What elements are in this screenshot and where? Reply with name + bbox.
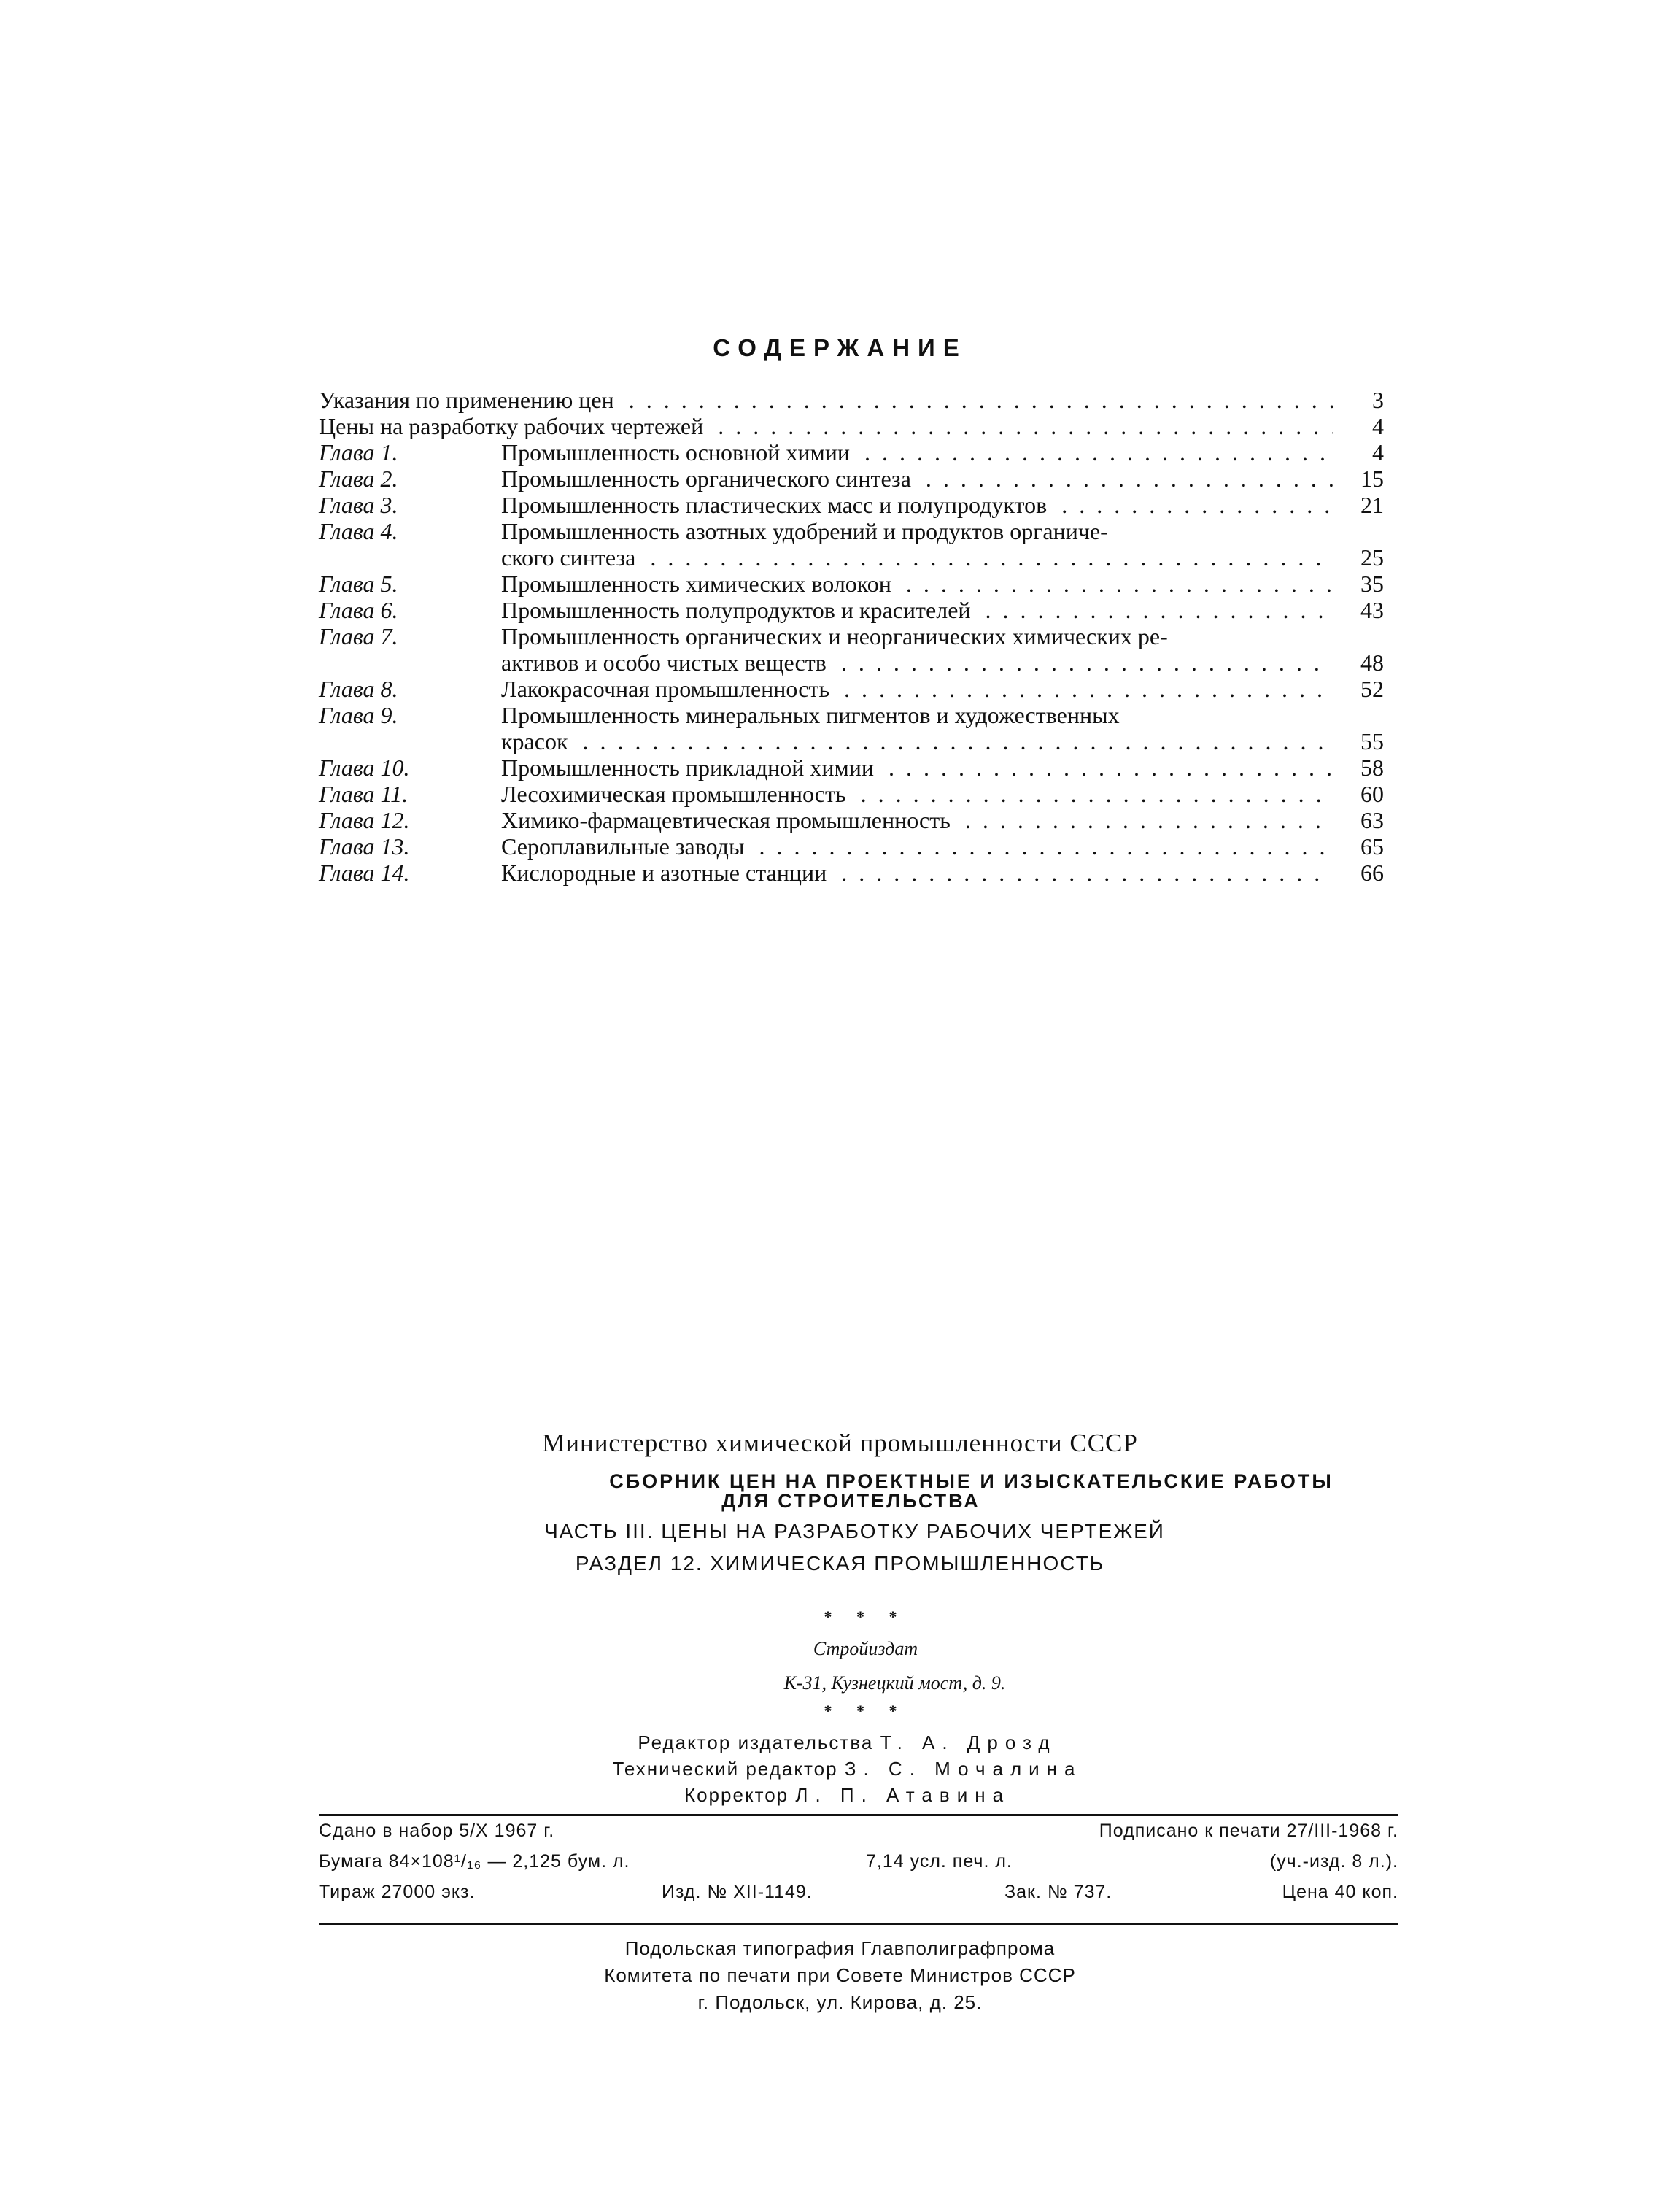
printed-sheets: 7,14 усл. печ. л. [866,1851,1013,1872]
toc-chapter-label: Глава 6. [319,597,398,623]
toc-chapter-label: Глава 13. [319,833,410,860]
toc-entry-page: 35 [1360,571,1384,597]
toc-entry-page: 58 [1360,754,1384,781]
toc-entry[interactable] [319,833,1384,860]
toc-chapter-label: Глава 10. [319,754,410,781]
toc-entry-text: Указания по применению цен [319,387,620,413]
toc-entry-text: красок [501,728,574,754]
collection-title-line1: СБОРНИК ЦЕН НА ПРОЕКТНЫЕ И ИЗЫСКАТЕЛЬСКИЕ РАБОТЫ [609,1470,1333,1492]
toc-entry-text: Промышленность минеральных пигментов и художественных [501,702,1126,728]
edition-sheets: (уч.-изд. 8 л.). [1269,1851,1398,1872]
corrector-credit [0,1784,1680,1807]
toc-entry-text: активов и особо чистых веществ [501,649,832,676]
toc-entry[interactable] [319,571,1384,597]
toc-entry[interactable] [319,754,1384,781]
print-info-row [319,1851,1398,1877]
editor-name: Т. А. Дрозд [880,1731,1057,1753]
printer-line: Комитета по печати при Совете Министров СССР [604,1964,1076,1986]
separator-stars: * * * [824,1702,907,1720]
toc-chapter-label: Глава 7. [319,623,398,649]
section-title: РАЗДЕЛ 12. ХИМИЧЕСКАЯ ПРОМЫШЛЕННОСТЬ [575,1552,1105,1575]
toc-entry[interactable] [319,807,1384,833]
editor-credit [0,1731,1680,1754]
toc-entry-page: 4 [1372,439,1384,466]
toc-entry[interactable] [319,492,1384,518]
toc-entry-text: Промышленность полупродуктов и красителей [501,597,977,623]
toc-title: СОДЕРЖАНИЕ [713,334,967,361]
toc-entry-text: Кислородные и азотные станции [501,860,832,886]
printer-line: г. Подольск, ул. Кирова, д. 25. [697,1991,983,2013]
toc-entry-text: Сероплавильные заводы [501,833,750,860]
price: Цена 40 коп. [1282,1882,1398,1902]
toc-entry-text: Промышленность прикладной химии [501,754,880,781]
printer-line: Подольская типография Главполиграфпрома [624,1937,1056,1959]
tech-editor-credit [0,1758,1680,1780]
toc-entry[interactable] [319,676,1384,702]
toc-entry-text: Промышленность органических и неорганических химических ре- [501,623,1174,649]
toc-chapter-label: Глава 8. [319,676,398,702]
corrector-name: Л. П. Атавина [795,1784,1011,1806]
corrector-role: Корректор [684,1784,789,1806]
signed-date: Подписано к печати 27/III-1968 г. [1099,1820,1398,1841]
toc-entry[interactable] [319,387,1384,413]
toc-entry-text: Лесохимическая промышленность [501,781,852,807]
toc-entry-page: 55 [1360,728,1384,754]
toc-entry[interactable] [319,466,1384,492]
print-info-row [319,1882,1398,1908]
toc-entry[interactable] [319,860,1384,886]
toc-entry-page: 4 [1372,413,1384,439]
tech-editor-role: Технический редактор [612,1758,838,1780]
toc-chapter-label: Глава 5. [319,571,398,597]
toc-entry-text: Цены на разработку рабочих чертежей [319,413,709,439]
editor-role: Редактор издательства [638,1731,874,1753]
toc-entry-page: 60 [1360,781,1384,807]
toc-entry-text: Промышленность основной химии [501,439,856,466]
separator-stars: * * * [824,1607,907,1626]
toc-entry-text: Промышленность азотных удобрений и продуктов органиче- [501,518,1114,544]
toc-chapter-label: Глава 2. [319,466,398,492]
toc-chapter-label: Глава 3. [319,492,398,518]
toc-entry[interactable] [319,702,1384,728]
print-run: Тираж 27000 экз. [319,1882,476,1902]
toc-chapter-label: Глава 1. [319,439,398,466]
toc-entry[interactable] [319,623,1384,649]
toc-entry-text: Химико-фармацевтическая промышленность [501,807,956,833]
toc-entry-text: Промышленность химических волокон [501,571,897,597]
toc-entry-text: Промышленность пластических масс и полупродуктов [501,492,1053,518]
toc-entry[interactable] [319,781,1384,807]
table-of-contents [319,387,1384,886]
publisher-address: К-31, Кузнецкий мост, д. 9. [783,1672,1006,1694]
print-info-row [319,1820,1398,1847]
toc-entry-text: Лакокрасочная промышленность [501,676,835,702]
toc-entry-page: 52 [1360,676,1384,702]
toc-entry-page: 63 [1360,807,1384,833]
toc-entry-continuation[interactable] [319,544,1384,571]
toc-entry[interactable] [319,597,1384,623]
divider-rule [319,1923,1398,1925]
toc-entry-page: 21 [1360,492,1384,518]
toc-entry-text: Промышленность органического синтеза [501,466,917,492]
toc-entry-continuation[interactable] [319,728,1384,754]
order-number: Зак. № 737. [1004,1882,1112,1902]
toc-entry-page: 65 [1360,833,1384,860]
divider-rule [319,1814,1398,1816]
toc-chapter-label: Глава 14. [319,860,410,886]
toc-entry-page: 43 [1360,597,1384,623]
toc-entry[interactable] [319,413,1384,439]
toc-entry-text: ского синтеза [501,544,641,571]
toc-entry-page: 25 [1360,544,1384,571]
toc-entry-continuation[interactable] [319,649,1384,676]
toc-entry[interactable] [319,439,1384,466]
publisher-name: Стройиздат [813,1638,918,1659]
toc-chapter-label: Глава 4. [319,518,398,544]
ministry-name: Министерство химической промышленности СССР [542,1429,1138,1457]
toc-entry-page: 3 [1372,387,1384,413]
publication-number: Изд. № XII-1149. [662,1882,813,1902]
toc-entry-page: 48 [1360,649,1384,676]
typeset-date: Сдано в набор 5/X 1967 г. [319,1820,555,1841]
paper-format: Бумага 84×108¹/₁₆ — 2,125 бум. л. [319,1851,630,1872]
toc-chapter-label: Глава 9. [319,702,398,728]
tech-editor-name: З. С. Мочалина [844,1758,1083,1780]
toc-entry[interactable] [319,518,1384,544]
toc-entry-page: 15 [1360,466,1384,492]
collection-title-line2: ДЛЯ СТРОИТЕЛЬСТВА [721,1490,980,1512]
toc-entry-page: 66 [1360,860,1384,886]
part-title: ЧАСТЬ III. ЦЕНЫ НА РАЗРАБОТКУ РАБОЧИХ ЧЕРТЕЖЕЙ [544,1520,1165,1542]
toc-chapter-label: Глава 11. [319,781,409,807]
toc-chapter-label: Глава 12. [319,807,410,833]
